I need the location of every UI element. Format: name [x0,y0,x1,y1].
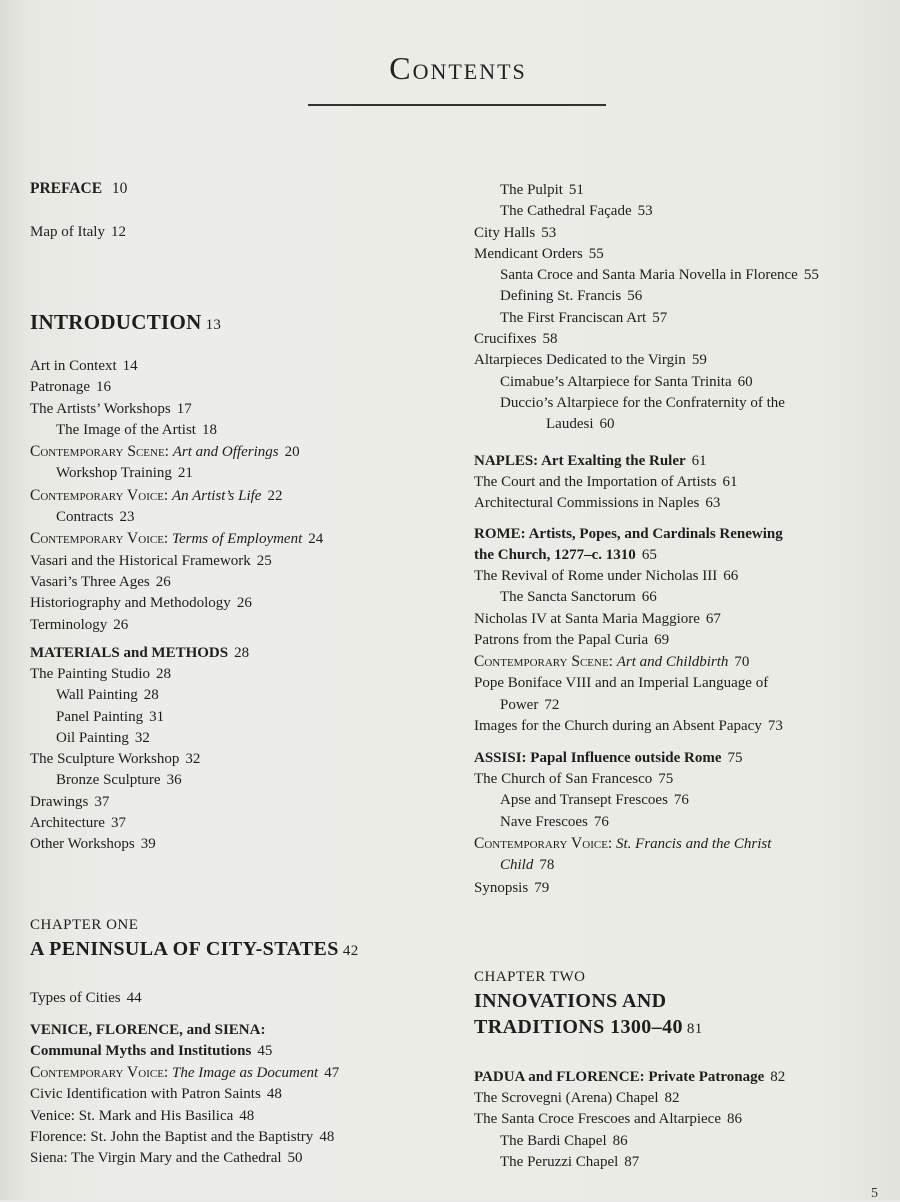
entry-label: The Peruzzi Chapel [500,1153,619,1170]
chapter-title-text: A PENINSULA OF CITY-STATES [30,938,339,960]
page-number: 66 [723,568,739,584]
page-number: 28 [234,645,250,661]
toc-entry[interactable] [474,790,771,811]
entry-label: Mendicant Orders [474,245,583,262]
toc-entry[interactable] [30,420,323,441]
page-number: 44 [126,990,142,1006]
entry-label: Nicholas IV at Santa Maria Maggiore [474,610,700,627]
page-number: 86 [612,1132,628,1149]
synopsis-entry[interactable] [474,878,549,899]
section-label: the Church, 1277–c. 1310 [474,547,636,563]
page-number: 59 [691,352,707,369]
entry-label: The Scrovegni (Arena) Chapel [474,1090,659,1106]
page-number: 26 [155,573,171,590]
padua-section [474,1067,785,1173]
toc-entry[interactable] [474,372,819,393]
toc-entry-cont[interactable] [474,855,771,876]
page-number: 57 [652,309,668,326]
entry-prefix: Contemporary Voice: [30,1064,169,1081]
page-number: 20 [284,444,300,461]
page-number: 60 [599,416,615,433]
page-number: 18 [201,421,217,438]
page-number: 23 [119,509,135,526]
page-number: 82 [770,1069,786,1085]
entry-label: Civic Identification with Patron Saints [30,1086,261,1103]
toc-entry[interactable] [30,441,323,463]
entry-label: The Cathedral Façade [500,203,632,220]
toc-entry[interactable] [30,551,323,572]
section-heading-cont[interactable] [30,1041,339,1062]
page-number: 56 [627,288,643,305]
page-number: 21 [177,465,193,482]
toc-entry[interactable] [30,377,323,398]
entry-label: Architectural Commissions in Naples [474,495,700,512]
entry-label: The Image as Document [171,1065,319,1081]
entry-label: The First Franciscan Art [500,309,647,326]
page-number: 39 [140,836,156,853]
page-number: 76 [593,813,609,830]
entry-label: Architecture [30,815,105,832]
entry-label: Wall Painting [56,687,138,704]
page-number: 48 [319,1128,335,1145]
toc-entry[interactable] [30,1148,339,1169]
entry-label: The Artists’ Workshops [30,400,171,417]
toc-entry[interactable] [30,749,249,770]
chapter-two [474,966,703,1042]
entry-label: The Sancta Sanctorum [500,589,636,606]
page-number: 67 [705,610,721,627]
page-number: 14 [122,358,138,374]
entry-label: The Revival of Rome under Nicholas III [474,568,718,584]
toc-entry[interactable] [30,728,249,749]
toc-entry[interactable] [474,1131,785,1152]
entry-label: Other Workshops [30,836,135,853]
toc-entry[interactable] [474,350,819,371]
entry-label: Defining St. Francis [500,288,622,305]
entry-label: Panel Painting [56,708,144,725]
section-label: Communal Myths and Institutions [30,1043,252,1059]
page-number: 70 [734,654,750,671]
page-number: 86 [727,1111,742,1128]
entry-label: Types of Cities [30,990,121,1006]
toc-entry[interactable] [474,180,819,201]
entry-label: The Court and the Importation of Artists [474,474,717,490]
rome-section [474,524,783,737]
types-of-cities-entry[interactable] [30,988,142,1009]
page-number: 10 [111,180,128,197]
map-entry[interactable] [30,222,126,243]
entry-label: Power [500,696,539,713]
entry-label: The Painting Studio [30,666,150,682]
entry-label: Vasari and the Historical Framework [30,552,251,569]
page-number: 32 [134,729,150,746]
materials-heading[interactable] [30,643,249,664]
page-title: Contents [389,50,527,86]
entry-label: Nave Frescoes [500,813,588,830]
toc-entry[interactable] [474,566,783,587]
introduction-heading[interactable] [30,308,221,339]
page-number: 65 [641,547,657,563]
section-heading[interactable] [474,1067,785,1088]
toc-entry[interactable] [30,463,323,484]
section-heading[interactable]: VENICE, FLORENCE, and SIENA: [30,1022,266,1038]
toc-entry[interactable] [30,1084,339,1105]
chapter-title[interactable]: INNOVATIONS AND [474,990,667,1012]
page-number: 26 [236,595,252,612]
page-number: 31 [149,708,165,725]
entry-label: The Image of the Artist [56,421,196,438]
entry-label: Drawings [30,793,89,810]
toc-entry[interactable] [30,813,249,834]
page-number: 61 [691,453,707,469]
page-number: 42 [342,943,359,959]
introduction-label: INTRODUCTION [30,310,202,334]
toc-entry[interactable] [474,1152,785,1173]
section-label: PADUA and FLORENCE: Private Patronage [474,1069,765,1085]
assisi-section [474,748,771,876]
toc-entry[interactable] [474,244,819,265]
page-number: 36 [166,772,182,789]
entry-label: The Santa Croce Frescoes and Altarpiece [474,1111,721,1128]
page-number: 47 [324,1065,340,1081]
toc-entry[interactable] [30,507,323,528]
entry-label: Art and Offerings [172,444,279,461]
toc-entry[interactable] [474,812,771,833]
entry-label: Patrons from the Papal Curia [474,631,649,648]
page-number: 22 [267,487,283,504]
page-number: 28 [156,666,171,682]
entry-label: Child [500,857,534,874]
toc-entry[interactable] [30,664,249,685]
entry-label: An Artist’s Life [171,487,262,504]
toc-entry[interactable] [30,1127,339,1148]
chapter-label: CHAPTER ONE [30,917,139,933]
page-number: 16 [95,379,111,396]
toc-entry[interactable] [474,587,783,608]
page-number: 13 [205,317,222,333]
page-number: 76 [673,792,689,809]
page-number: 48 [266,1086,282,1103]
page-number: 50 [287,1150,303,1167]
page-number: 25 [256,552,272,569]
entry-label: The Church of San Francesco [474,771,653,787]
toc-entry[interactable] [30,770,249,791]
page-number: 73 [767,718,783,735]
entry-label: Images for the Church during an Absent Papacy [474,718,762,735]
entry-label: Historiography and Methodology [30,595,231,612]
toc-entry[interactable] [30,792,249,813]
toc-entry[interactable] [474,286,819,307]
page-number: 60 [737,373,753,390]
page-number: 37 [110,815,126,832]
entry-label: Altarpieces Dedicated to the Virgin [474,352,686,369]
entry-label: The Bardi Chapel [500,1132,607,1149]
toc-entry[interactable] [474,393,819,414]
page-number: 81 [686,1021,703,1037]
toc-entry[interactable] [30,572,323,593]
toc-entry[interactable] [474,651,783,673]
page-number: 75 [658,771,674,787]
page-number: 37 [94,793,110,810]
page-number: 45 [257,1043,273,1059]
entry-label: Patronage [30,379,90,396]
toc-entry[interactable] [474,1088,785,1109]
chapter-title[interactable] [30,936,359,964]
section-heading-cont[interactable] [474,545,783,566]
page-number: 79 [534,880,550,896]
page-number: 63 [705,495,721,512]
chapter-label: CHAPTER TWO [474,969,586,985]
entry-prefix: Contemporary Scene: [30,443,169,461]
entry-label: Duccio’s Altarpiece for the Confraternity of the [500,394,785,411]
toc-entry[interactable] [30,1062,339,1084]
page-number: 55 [588,245,604,262]
entry-label: City Halls [474,224,536,241]
entry-label: Santa Croce and Santa Maria Novella in Florence [500,267,798,284]
toc-entry[interactable] [30,399,323,420]
entry-label: Contracts [56,509,114,526]
page-number: 48 [239,1107,255,1124]
introduction-list [30,356,323,636]
florence-continued-list [474,180,819,436]
entry-label: Venice: St. Mark and His Basilica [30,1107,234,1124]
toc-entry[interactable] [474,769,771,790]
entry-label: Synopsis [474,880,529,896]
page-number: 12 [110,224,126,240]
entry-label: The Sculpture Workshop [30,751,180,768]
page-number: 72 [544,696,560,713]
page-number: 51 [568,182,584,198]
page-number-corner: 5 [871,1186,878,1201]
page-number: 75 [727,750,743,766]
map-label: Map of Italy [30,224,105,240]
toc-entry[interactable] [30,1106,339,1127]
entry-label: Bronze Sculpture [56,772,161,789]
toc-entry[interactable] [474,265,819,286]
entry-label: St. Francis and the Christ [615,835,772,852]
toc-entry[interactable] [30,707,249,728]
entry-label: Terms of Employment [171,531,303,548]
toc-entry[interactable] [30,834,249,855]
section-label: NAPLES: Art Exalting the Ruler [474,453,686,469]
toc-entry[interactable] [474,833,771,855]
toc-entry[interactable] [30,593,323,614]
page-number: 32 [185,751,201,768]
entry-prefix: Contemporary Voice: [30,530,169,548]
toc-entry[interactable] [474,609,783,630]
section-heading[interactable] [474,451,737,472]
page-number: 28 [143,687,159,704]
toc-entry[interactable] [474,673,783,694]
toc-entry[interactable] [474,223,819,244]
toc-entry[interactable] [30,485,323,507]
chapter-one [30,914,359,964]
page-number: 78 [539,857,555,874]
page-number: 87 [624,1153,640,1170]
entry-label: Art in Context [30,358,117,374]
toc-entry-cont[interactable] [474,414,819,435]
toc-entry[interactable] [474,493,737,514]
toc-entry[interactable] [474,472,737,493]
preface-label: PREFACE [30,180,103,197]
section-label: MATERIALS and METHODS [30,645,229,661]
page-number: 53 [637,203,653,220]
materials-section [30,643,249,856]
entry-label: Terminology [30,616,108,633]
entry-prefix: Contemporary Voice: [474,834,613,852]
entry-label: Workshop Training [56,465,172,482]
page-number: 24 [308,531,324,548]
entry-prefix: Contemporary Scene: [474,653,613,671]
toc-entry[interactable] [474,1109,785,1130]
page-number: 17 [176,400,192,417]
page-number: 26 [113,616,129,633]
section-heading[interactable] [474,748,771,769]
section-heading[interactable]: ROME: Artists, Popes, and Cardinals Renewing [474,526,783,542]
entry-label: Cimabue’s Altarpiece for Santa Trinita [500,373,732,390]
entry-label: Oil Painting [56,729,129,746]
toc-entry[interactable] [474,716,783,737]
page-number: 82 [664,1090,680,1106]
section-label: ASSISI: Papal Influence outside Rome [474,750,722,766]
naples-section [474,451,737,515]
toc-entry[interactable] [474,630,783,651]
page-number: 61 [722,474,738,490]
chapter-title-cont[interactable] [474,1014,703,1042]
page-number: 53 [541,224,557,241]
entry-label: Vasari’s Three Ages [30,573,150,590]
entry-label: Florence: St. John the Baptist and the Baptistry [30,1128,314,1145]
toc-entry[interactable] [474,201,819,222]
preface-entry[interactable] [30,178,127,199]
entry-label: The Pulpit [500,182,563,198]
page-number: 66 [641,589,657,606]
entry-prefix: Contemporary Voice: [30,486,169,504]
entry-label: Apse and Transept Frescoes [500,792,668,809]
entry-label: Siena: The Virgin Mary and the Cathedral [30,1150,282,1167]
toc-entry[interactable] [30,528,323,550]
toc-entry[interactable] [30,615,323,636]
venice-florence-siena-section [30,1020,339,1169]
entry-label: Laudesi [546,416,594,433]
page-number: 69 [654,631,670,648]
toc-entry-cont[interactable] [474,695,783,716]
page-number: 55 [803,267,819,284]
entry-label: Art and Childbirth [616,654,729,671]
chapter-title-text: TRADITIONS 1300–40 [474,1016,683,1038]
toc-entry[interactable] [30,685,249,706]
toc-entry[interactable] [474,329,819,350]
page-number: 58 [542,331,558,348]
toc-entry[interactable] [474,308,819,329]
toc-entry[interactable] [30,356,323,377]
entry-label: Crucifixes [474,331,537,348]
entry-label: Pope Boniface VIII and an Imperial Language of [474,675,769,692]
title-underline [308,104,606,106]
